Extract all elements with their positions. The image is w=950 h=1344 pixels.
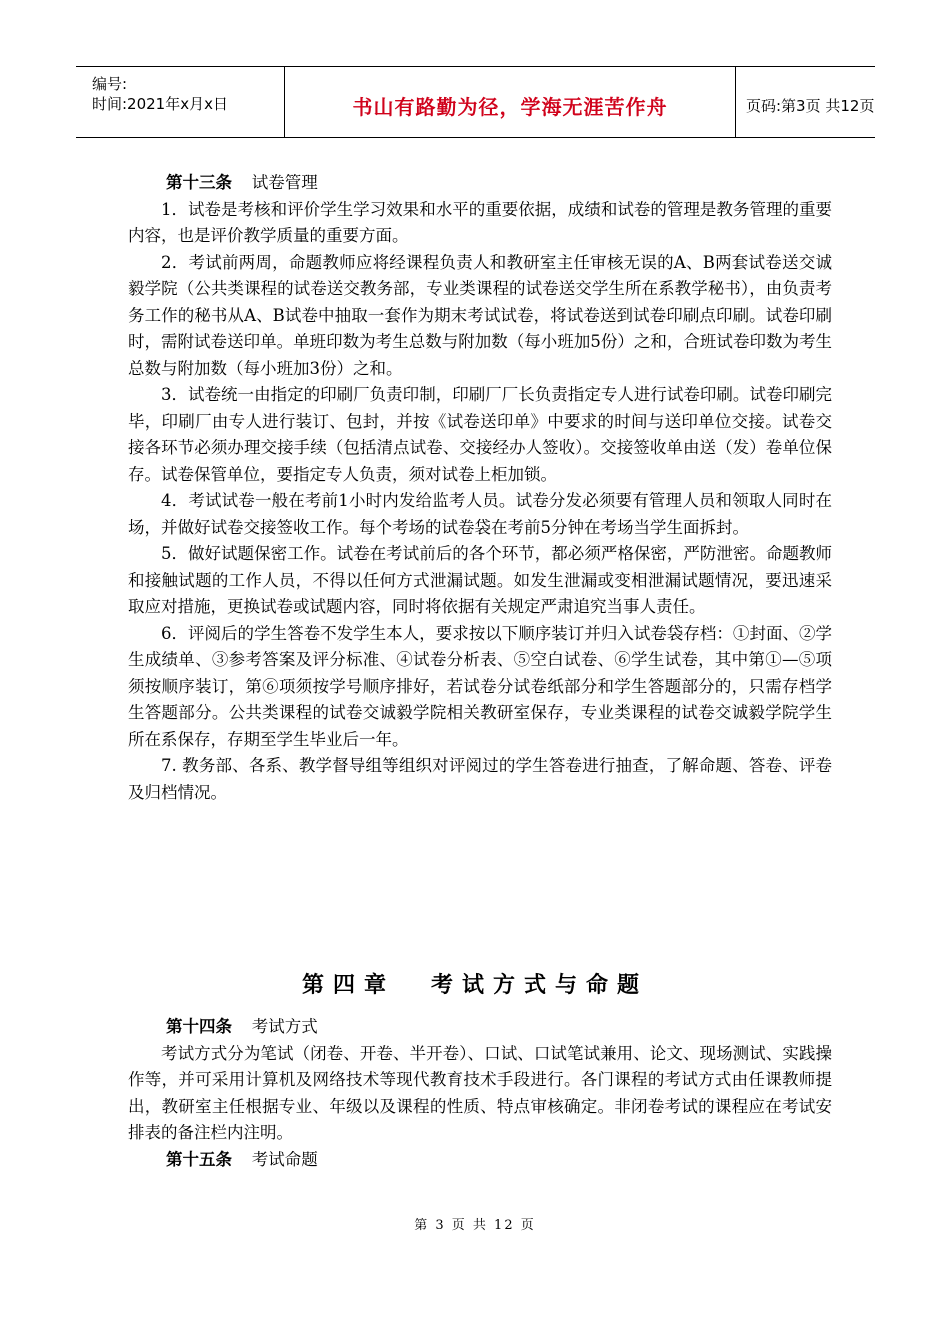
article-15-heading: [128, 1147, 832, 1174]
article-13-heading: [128, 170, 832, 197]
page-footer: 第 3 页 共 12 页: [414, 1218, 536, 1233]
chapter-number: 第四章: [301, 973, 395, 998]
header-motto-cell: [285, 67, 736, 137]
header-motto: 书山有路勤为径，学海无涯苦作舟: [352, 94, 668, 119]
header-page-label: 页码:第3页 共12页: [746, 96, 875, 115]
article-14-topic: 考试方式: [251, 1017, 318, 1036]
article-13-paragraph-5: 5．做好试题保密工作。试卷在考试前后的各个环节，都必须严格保密，严防泄密。命题教师和接触试题的工作人员，不得以任何方式泄漏试题。如发生泄漏或变相泄漏试题情况，要迅速采取应对措施，更换试卷或试题内容，同时将依据有关规定严肃追究当事人责任。: [128, 544, 832, 616]
article-13-paragraph-4: 4．考试试卷一般在考前1小时内发给监考人员。试卷分发必须要有管理人员和领取人同时在场，并做好试卷交接签收工作。每个考场的试卷袋在考前5分钟在考场当学生面拆封。: [128, 491, 832, 537]
article-13-section: [128, 170, 832, 806]
chapter-heading: [0, 968, 950, 999]
document-time-label: 时间:2021年x月x日: [92, 95, 228, 113]
article-15-topic: 考试命题: [251, 1149, 318, 1169]
document-number-label: 编号:: [92, 75, 128, 93]
article-14-paragraph: 考试方式分为笔试（闭卷、开卷、半开卷）、口试、口试笔试兼用、论文、现场测试、实践操作等，并可采用计算机及网络技术等现代教育技术手段进行。各门课程的考试方式由任课教师提出，教研室主任根据专业、年级以及课程的性质、特点审核确定。非闭卷考试的课程应在考试安排表的备注栏内注明。: [128, 1043, 832, 1142]
page-header: [76, 66, 875, 138]
article-13-paragraph-1: 1．试卷是考核和评价学生学习效果和水平的重要依据，成绩和试卷的管理是教务管理的重要内容，也是评价教学质量的重要方面。: [128, 199, 832, 245]
article-15-title: 第十五条: [165, 1149, 232, 1169]
article-13-paragraph-2: 2．考试前两周，命题教师应将经课程负责人和教研室主任审核无误的A、B两套试卷送交诚毅学院（公共类课程的试卷送交教务部，专业类课程的试卷送交学生所在系教学秘书），由负责考务工作的秘书从A、B试卷中抽取一套作为期末考试试卷，将试卷送到试卷印刷点印刷。试卷印刷时，需附试卷送印单。单班印数为考生总数与附加数（每小班加5份）之和，合班试卷印数为考生总数与附加数（每小班加3份）之和。: [128, 252, 832, 378]
article-13-paragraph-6: 6．评阅后的学生答卷不发学生本人，要求按以下顺序装订并归入试卷袋存档：①封面、②学生成绩单、③参考答案及评分标准、④试卷分析表、⑤空白试卷、⑥学生试卷，其中第①—⑤项须按顺序装订，第⑥项须按学号顺序排好，若试卷分试卷纸部分和学生答题部分的，只需存档学生答题部分。公共类课程的试卷交诚毅学院相关教研室保存，专业类课程的试卷交诚毅学院学生所在系保存，存期至学生毕业后一年。: [128, 623, 832, 749]
article-13-title: 第十三条: [165, 173, 232, 192]
chapter-title: 考试方式与命题: [431, 973, 649, 998]
header-page-cell: [736, 67, 875, 137]
header-meta-cell: [76, 67, 285, 137]
article-13-paragraph-7: 7. 教务部、各系、教学督导组等组织对评阅过的学生答卷进行抽查，了解命题、答卷、评卷及归档情况。: [128, 756, 832, 802]
article-13-paragraph-3: 3．试卷统一由指定的印刷厂负责印制，印刷厂厂长负责指定专人进行试卷印刷。试卷印刷完毕，印刷厂由专人进行装订、包封，并按《试卷送印单》中要求的时间与送印单位交接。试卷交接各环节必须办理交接手续（包括清点试卷、交接经办人签收）。交接签收单由送（发）卷单位保存。试卷保管单位，要指定专人负责，须对试卷上柜加锁。: [128, 385, 832, 484]
article-14-15-section: [128, 1014, 832, 1173]
article-14-title: 第十四条: [165, 1017, 232, 1036]
article-13-topic: 试卷管理: [251, 173, 318, 192]
article-14-heading: [128, 1014, 832, 1041]
